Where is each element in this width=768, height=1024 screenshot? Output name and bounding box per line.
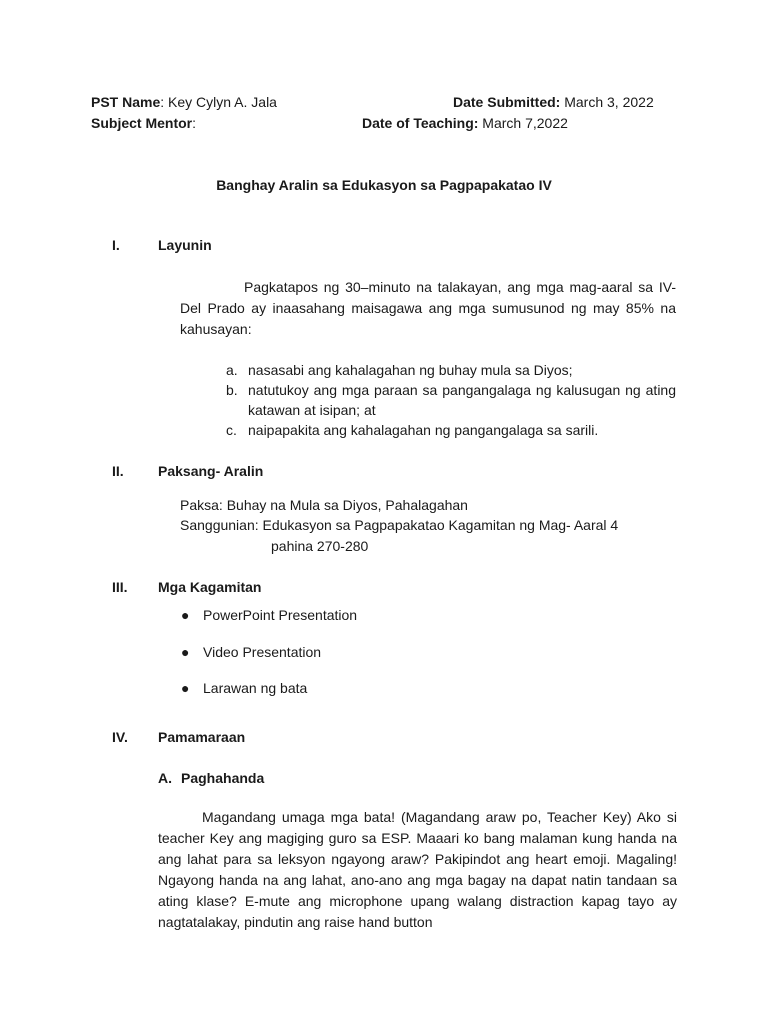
subsection-a-title: Paghahanda bbox=[181, 770, 265, 786]
list-item bbox=[181, 642, 321, 662]
pahina-text: pahina 270-280 bbox=[271, 538, 369, 554]
section-2-number: II. bbox=[112, 463, 124, 479]
subject-mentor-line bbox=[91, 113, 196, 133]
subject-mentor-value: : bbox=[192, 115, 197, 131]
date-submitted-line bbox=[453, 92, 654, 112]
objectives-list bbox=[226, 360, 676, 440]
list-marker: b. bbox=[226, 382, 238, 398]
date-of-teaching-value: March 7,2022 bbox=[478, 115, 568, 131]
bullet-icon: ● bbox=[181, 680, 190, 696]
section-3-number: III. bbox=[112, 579, 128, 595]
bullet-icon: ● bbox=[181, 607, 190, 623]
list-item-text: PowerPoint Presentation bbox=[203, 607, 358, 623]
list-item bbox=[181, 605, 357, 625]
section-2-title: Paksang- Aralin bbox=[158, 463, 264, 479]
section-1-number: I. bbox=[112, 237, 120, 253]
section-1-title: Layunin bbox=[158, 237, 212, 253]
paghahanda-paragraph: Magandang umaga mga bata! (Magandang araw po, Teacher Key) Ako si teacher Key ang magiging guro sa ESP. Maaari ko bang malaman kung handa na ang lahat para sa leksyon ngayong araw? Pakipindot ang heart emoji. Magaling! Ngayong handa na ang lahat, ano-ano ang mga bagay na dapat natin tandaan sa ating klase? E-mute ang microphone upang walang distraction kapag tayo ay nagtatalakay, pindutin ang raise hand button bbox=[158, 809, 677, 930]
pst-name-line bbox=[91, 92, 277, 112]
subject-mentor-label: Subject Mentor bbox=[91, 115, 193, 131]
date-submitted-label: Date Submitted: bbox=[453, 94, 561, 110]
list-item bbox=[226, 380, 676, 420]
section-4-number: IV. bbox=[112, 729, 128, 745]
list-marker: c. bbox=[226, 422, 237, 438]
date-of-teaching-label: Date of Teaching: bbox=[362, 115, 479, 131]
date-submitted-value: March 3, 2022 bbox=[560, 94, 654, 110]
list-item bbox=[226, 360, 676, 380]
list-item bbox=[181, 678, 307, 698]
list-item-text: Video Presentation bbox=[203, 644, 322, 660]
pst-name-label: PST Name bbox=[91, 94, 161, 110]
document-title: Banghay Aralin sa Edukasyon sa Pagpapakatao IV bbox=[216, 177, 552, 193]
sanggunian-text: Sanggunian: Edukasyon sa Pagpapakatao Kagamitan ng Mag- Aaral 4 bbox=[180, 517, 619, 533]
pst-name-value: : Key Cylyn A. Jala bbox=[160, 94, 277, 110]
bullet-icon: ● bbox=[181, 644, 190, 660]
list-item-text: natutukoy ang mga paraan sa pangangalaga ng kalusugan ng ating katawan at isipan; at bbox=[248, 382, 676, 418]
list-item-text: Larawan ng bata bbox=[203, 680, 308, 696]
section-4-title: Pamamaraan bbox=[158, 729, 246, 745]
subsection-a-marker: A. bbox=[158, 770, 172, 786]
list-marker: a. bbox=[226, 362, 238, 378]
list-item bbox=[226, 420, 676, 440]
list-item-text: naipapakita ang kahalagahan ng pangangalaga sa sarili. bbox=[248, 422, 599, 438]
date-of-teaching-line bbox=[362, 113, 568, 133]
section-1-paragraph: Pagkatapos ng 30–minuto na talakayan, ang mga mag-aaral sa IV-Del Prado ay inaasahang maisagawa ang mga sumusunod ng may 85% na kahusayan: bbox=[180, 279, 676, 337]
list-item-text: nasasabi ang kahalagahan ng buhay mula sa Diyos; bbox=[248, 362, 573, 378]
section-3-title: Mga Kagamitan bbox=[158, 579, 262, 595]
paksa-text: Paksa: Buhay na Mula sa Diyos, Pahalagahan bbox=[180, 497, 468, 513]
